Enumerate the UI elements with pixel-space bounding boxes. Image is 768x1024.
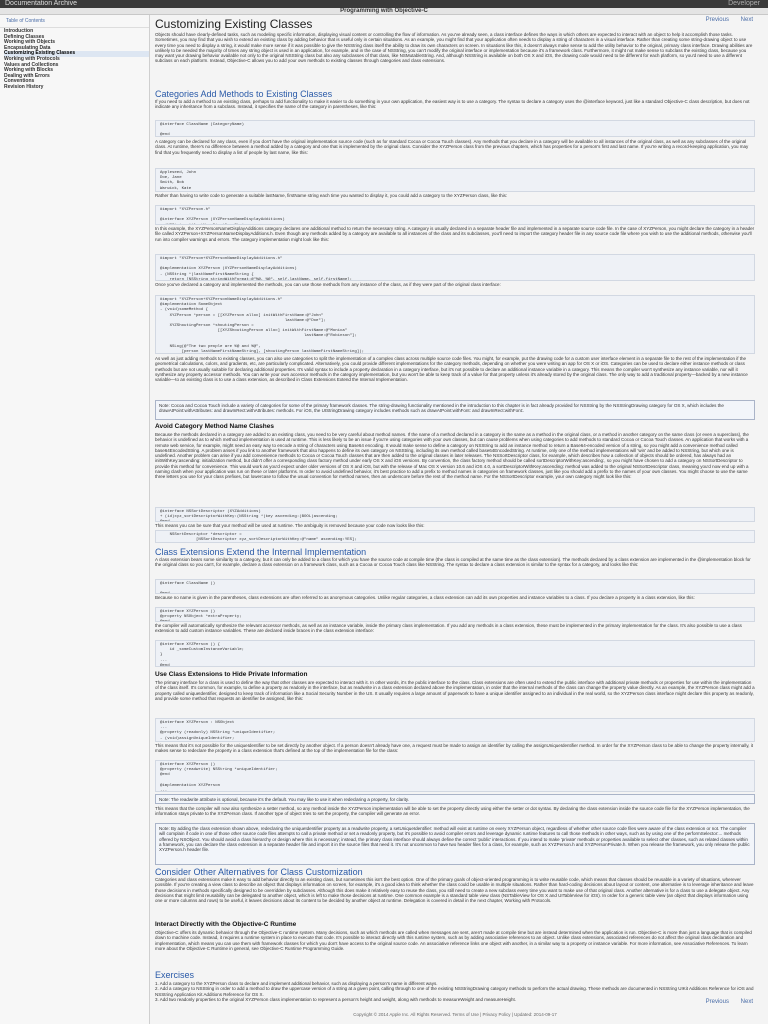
toc-item[interactable]: Encapsulating Data: [4, 44, 51, 51]
toc-item[interactable]: Dealing with Errors: [4, 72, 50, 79]
toc-item[interactable]: Revision History: [4, 83, 44, 90]
paragraph: This means that it's not possible for the uniqueIdentifier to be set directly by another object. If a person doesn't already have one, a request must be made to assign an identifier by calling the assignUniqueIdentifier method. In order for the XYZPerson class to be able to change the property internally, it makes sense to redeclare the property in a class extension that's defined at the top of the implementation file for the class:: [155, 743, 753, 754]
book-title[interactable]: Programming with Objective-C: [340, 8, 428, 14]
exercise-list: [155, 981, 755, 1002]
exercise-item: 2. Add a category to NSString in order to add a method to draw the uppercase version of a string at a given point, calling through to one of the existing NSStringDrawing category methods to perform the actual drawing. These methods are documented in NSString UIKit Additions Reference for iOS and NSString Application Kit Additions Reference for OS X.: [155, 986, 754, 997]
note-box: Note: By adding the class extension shown above, redeclaring the uniqueIdentifier property as a readwrite property, a setUniqueIdentifier: method will exist at runtime on every XYZPerson object, regardless of whether other source code files were aware of the class extension or not. The compiler will complain if code in one of those other source code files attempts to call a private method or set a readonly property, but it's possible to avoid compiler errors and leverage dynamic runtime features to call those methods in other ways, such as by using one of the performSelector:... methods offered by NSObject. You should avoid a class hierarchy or design where this is necessary; instead, the primary class interface should always define the correct 'public' interactions. If you intend to make 'private' methods or properties available to select other classes, such as related classes within a framework, you can declare the class extension in a separate header file and import it in the source files that need it. It's not uncommon to have two header files for a class, for example, such as XYZPerson.h and XYZPersonPrivate.h. When you release the framework, you only release the public XYZPerson.h header file.: [155, 823, 755, 865]
paragraph: A category can be declared for any class, even if you don't have the original implementation source code (such as for standard Cocoa or Cocoa Touch classes). Any methods that you declare in a category will be available to all instances of the original class, as well as any subclasses of the original class. At runtime, there's no difference between a method added by a category and one that is implemented by the original class. Consider the XYZPerson class from the previous chapters, which has properties for a person's first and last name. If you're writing a record-keeping application, you may find that you frequently need to display a list of people by last name, like this:: [155, 139, 749, 155]
developer-link[interactable]: Developer: [728, 0, 760, 7]
paragraph: As well as just adding methods to existing classes, you can also use categories to split the implementation of a complex class across multiple source code files. You might, for example, put the drawing code for a custom user interface element in a separate file to the rest of the implementation if the geometrical calculations, colors, and gradients, etc, are particularly complicated. Alternatively, you could provide different implementations for the category methods, depending on whether you were writing an app for OS X or iOS. Categories can be used to declare either instance methods or class methods but are not usually suitable for declaring additional properties. It's valid syntax to include a property declaration in a category interface, but it's not possible to declare an additional instance variable in a category. This means the compiler won't synthesize any instance variable, nor will it synthesize any property accessor methods. You can write your own accessor methods in the category implementation, but you won't be able to keep track of a value for that property unless it's already stored by the original class. The only way to add a traditional property—backed by a new instance variable—to an existing class is to use a class extension, as described in Class Extensions Extend the Internal Implementation.: [155, 356, 748, 383]
code-block: @interface ClassName (): [155, 579, 755, 594]
paragraph: If you need to add a method to an existing class, perhaps to add functionality to make it easier to do something in your own application, the easiest way is to use a category. The syntax to declare a category uses the @interface keyword, just like a standard Objective-C class description, but does not indicate any inheritance from a subclass. Instead, it specifies the name of the category in parentheses, like this:: [155, 99, 750, 110]
previous-link[interactable]: Previous: [705, 17, 729, 23]
paragraph: This means that the compiler will now also synthesize a setter method, so any method inside the XYZPerson implementation will be able to set the property directly using either the setter or dot syntax. By declaring the class extension inside the source code file for the XYZPerson implementation, the information stays private to the XYZPerson class. If another type of object tries to set the property, the compiler will generate an error.: [155, 806, 750, 817]
paragraph: Once you've declared a category and implemented the methods, you can use those methods from any instance of the class, as if they were part of the original class interface:: [155, 282, 501, 287]
paragraph: Because no name is given in the parentheses, class extensions are often referred to as anonymous categories. Unlike regular categories, a class extension can add its own properties and instance variables to a class. If you declare a property in a class extension, like this:: [155, 595, 695, 600]
code-block: #import "XYZPerson+XYZPersonNameDisplayAdditions.h" @implementation SomeObject - (void)someMethod { XYZPerson *person = [[XYZPerson alloc] initWithFirstName:@"John" lastName:@"Doe"]; XYZShoutingPerson *shoutingPerson = [[XYZShoutingPerson alloc] initWithFirstName:@"Monica" lastName:@"Robinson"]; NSLog(@"The two people are %@ and %@", [person lastNameFirstNameString], [shoutingPerson lastNameFirstNameString]);: [155, 295, 755, 354]
code-block: @interface XYZPerson () { id _someCustomInstanceVariable; } ... @end: [155, 640, 755, 667]
subsection-heading: Use Class Extensions to Hide Private Information: [155, 671, 308, 678]
code-block: #import "XYZPerson.h" @interface XYZPerson (XYZPersonNameDisplayAdditions): [155, 205, 755, 225]
main-content: [155, 15, 755, 1015]
toc-toggle[interactable]: Table of Contents: [0, 15, 149, 28]
paragraph: A class extension bears some similarity to a category, but it can only be added to a class for which you have the source code at compile time (the class is compiled at the same time as the class extension). The methods declared by a class extension are implemented in the @implementation block for the original class so you can't, for example, declare a class extension on a framework class, such as a Cocoa or Cocoa Touch class like NSString. The syntax to declare a class extension is similar to the syntax for a category, and looks like this:: [155, 557, 751, 568]
subsection-heading: Interact Directly with the Objective-C Runtime: [155, 921, 297, 928]
section-heading: Exercises: [155, 970, 195, 980]
previous-link[interactable]: Previous: [705, 999, 729, 1005]
toc-item[interactable]: Values and Collections: [4, 61, 59, 68]
note-box: Note: The readwrite attribute is optional, because it's the default. You may like to use it when redeclaring a property, for clarity.: [155, 794, 755, 804]
book-title-bar: [0, 8, 768, 15]
section-heading: Class Extensions Extend the Internal Implementation: [155, 547, 367, 557]
toc-item[interactable]: Introduction: [4, 28, 34, 34]
page-nav-top: [696, 17, 753, 23]
code-block: @interface NSSortDescriptor (XYZAdditions) + (id)xyz_sortDescriptorWithKey:(NSString *)key ascending:(BOOL)ascending;: [155, 507, 755, 522]
next-link[interactable]: Next: [740, 17, 753, 23]
footer: Copyright © 2014 Apple Inc. All Rights Reserved. Terms of Use | Privacy Policy | Updated: 2014-09-17: [353, 1012, 557, 1017]
next-link[interactable]: Next: [740, 999, 753, 1005]
sidebar: [0, 15, 150, 1024]
paragraph: Rather than having to write code to generate a suitable lastName, firstName string each time you wanted to display it, you could add a category to the XYZPerson class, like this:: [155, 193, 508, 198]
exercise-item: 1. Add a category to the XYZPerson class to declare and implement additional behavior, such as displaying a person's name in different ways.: [155, 981, 438, 986]
toc-item[interactable]: Working with Objects: [4, 39, 56, 46]
code-block: @interface ClassName (CategoryName) @end: [155, 120, 755, 137]
paragraph: Categories and class extensions make it easy to add behavior directly to an existing class, but sometimes this isn't the best option. One of the primary goals of object-oriented programming is to write reusable code, which means that classes should be reusable in a variety of situations, wherever possible. If you're creating a view class to describe an object that displays information on screen, for example, it's a good idea to think whether the class could be usable in multiple situations. Rather than hard-coding decisions about layout or content, one alternative is to leverage inheritance and leave those decisions in methods specifically designed to be overridden by subclasses. Although this does make it relatively easy to reuse the class, you still need to create a new subclass every time you want to make use of that original class. Another alternative is for a class to use a delegate object. Any decisions that might limit reusability can be delegated to another object, which is left to make those decisions at runtime. One common example is a standard table view class (NSTableView for OS X and UITableView for iOS). In order for a generic table view (an object that displays information using one or more columns and rows) to be useful, it leaves decisions about its content to be decided by another object at runtime. Delegation is covered in detail in the next chapter, Working with Protocols.: [155, 877, 754, 904]
toc-item[interactable]: Customizing Existing Classes: [4, 51, 149, 57]
code-block: @interface XYZPerson () @property (readwrite) NSString *uniqueIdentifier; @end @implementation XYZPerson ...: [155, 760, 755, 792]
paragraph: In this example, the XYZPersonNameDisplayAdditions category declares one additional method to return the necessary string. A category is usually declared in a separate header file and implemented in a separate source code file. In the case of XYZPerson, you might declare the category in a header file called XYZPerson+XYZPersonNameDisplayAdditions.h. Even though any methods added by a category are available to all instances of the class and its subclasses, you'll need to import the category header file in any source code file where you wish to use the additional methods, otherwise you'll run into compiler warnings and errors. The category implementation might look like this:: [155, 226, 755, 242]
toc-item[interactable]: Defining Classes: [4, 33, 45, 40]
section-heading: Categories Add Methods to Existing Classes: [155, 89, 333, 99]
code-block: @interface XYZPerson : NSObject ... @property (readonly) NSString *uniqueIdentifier; - (void)assignUniqueIdentifier;: [155, 718, 755, 742]
code-block: #import "XYZPerson+XYZPersonNameDisplayAdditions.h" @implementation XYZPerson (XYZPersonNameDisplayAdditions) - (NSString *)lastNameFirstNameString { return [NSString stringWithFormat:@"%@, %@", self.lastName, self.firstName];: [155, 254, 755, 281]
note-box: Note: Cocoa and Cocoa Touch include a variety of categories for some of the primary framework classes. The string-drawing functionality mentioned in the introduction to this chapter is in fact already provided for NSString by the NSStringDrawing category for OS X, which includes the drawAtPoint:withAttributes: and drawInRect:withAttributes: methods. For iOS, the UIStringDrawing category includes methods such as drawAtPoint:withFont: and drawInRect:withFont:.: [155, 400, 755, 420]
code-block: @interface XYZPerson () @property NSObject *extraProperty;: [155, 607, 755, 622]
paragraph: This means you can be sure that your method will be used at runtime. The ambiguity is removed because your code now looks like this:: [155, 523, 425, 528]
toc-list: [0, 28, 149, 91]
page-nav-bottom: [696, 999, 753, 1005]
paragraph: Objective-C offers its dynamic behavior through the Objective-C runtime system. Many decisions, such as which methods are called when messages are sent, aren't made at compile time but are instead determined when the application is run. Objective-C is more than just a language that is compiled down to machine code. Instead, it requires a runtime system in place to execute that code. It's possible to interact directly with this runtime system, such as by adding associative references to an object. Unlike class extensions, associated references do not affect the original class declaration and implementation, which means you can use them with framework classes for which you don't have access to the original source code. An associative reference links one object with another, in a similar way to a property or instance variable. For more information, see Associative References. To learn more about the Objective-C Runtime in general, see Objective-C Runtime Programming Guide.: [155, 930, 752, 951]
code-block: Appleseed, John Doe, Jane Smith, Bob Warwick, Kate: [155, 168, 755, 192]
intro-paragraph: Objects should have clearly-defined tasks, such as modeling specific information, displaying visual content or controlling the flow of information. As you've already seen, a class interface defines the ways in which others are expected to interact with an object to help it accomplish those tasks. Sometimes, you may find that you wish to extend an existing class by adding behavior that is useful only in certain situations. As an example, you might find that your application often needs to display a string of characters in a visual interface. Rather than creating some string-drawing object to use every time you need to display a string, it would make more sense if it was possible to give the NSString class itself the ability to draw its own characters on screen. In situations like this, it doesn't always make sense to add the utility behavior to the original, primary class interface. Drawing abilities are unlikely to be needed the majority of times any string object is used in an application, for example, and in the case of NSString, you can't modify the original interface or implementation because it's a framework class. Furthermore, it might not make sense to subclass the existing class, because you may want your drawing behavior available not only to the original NSString class but also any subclasses of that class, like NSMutableString. And, although NSString is available on both OS X and iOS, the drawing code would need to be different for each platform, so you'd need to use a different subclass on each platform. Instead, Objective-C allows you to add your own methods to existing classes through categories and class extensions.: [155, 32, 753, 64]
paragraph: the compiler will automatically synthesize the relevant accessor methods, as well as an instance variable, inside the primary class implementation. If you add any methods in a class extension, these must be implemented in the primary implementation for the class. It's also possible to use a class extension to add custom instance variables. These are declared inside braces in the class extension interface:: [155, 623, 742, 634]
toc-item[interactable]: Working with Protocols: [4, 55, 60, 62]
subsection-heading: Avoid Category Method Name Clashes: [155, 423, 274, 430]
section-heading: Consider Other Alternatives for Class Customization: [155, 867, 363, 877]
toc-item[interactable]: Working with Blocks: [4, 67, 54, 74]
exercise-item: 3. Add two readonly properties to the original XYZPerson class implementation to represent a person's height and weight, along with methods to measureWeight and measureHeight.: [155, 996, 516, 1002]
page-title: Customizing Existing Classes: [155, 17, 313, 31]
paragraph: Because the methods declared in a category are added to an existing class, you need to be very careful about method names. If the name of a method declared in a category is the same as a method in the original class, or a method in another category on the same class (or even a superclass), the behavior is undefined as to which method implementation is used at runtime. This is less likely to be an issue if you're using categories with your own classes, but can cause problems when using categories to add methods to standard Cocoa or Cocoa Touch classes. An application that works with a remote web service, for example, might need an easy way to encode a string of characters using Base64 encoding. It would make sense to define a category on NSString to add an instance method to return a Base64-encoded version of a string, so you might add a convenience method called base64EncodedString. A problem arises if you link to another framework that also happens to define its own category on NSString, including its own method called base64EncodedString. At runtime, only one of the method implementations will 'win' and be added to NSString, but which one is undefined. Another problem can arise if you add convenience methods to Cocoa or Cocoa Touch classes that are then added to the original classes in later releases. The NSSortDescriptor class, for example, which describes how a collection of objects should be ordered, has always had an initWithKey:ascending: initialization method, but didn't offer a corresponding class factory method under early OS X and iOS versions. By convention, the class factory method should be called sortDescriptorWithKey:ascending:, so you might have chosen to add a category on NSSortDescriptor to provide this method for convenience. This would work as you'd expect under older versions of OS X and iOS, but with the release of Mac OS X version 10.6 and iOS 4.0, a sortDescriptorWithKey:ascending: method was added to the original NSSortDescriptor class, meaning you'd now end up with a naming clash when your application was run on these or later platforms. In order to avoid undefined behavior, it's best practice to add a prefix to method names in categories on framework classes, just like you should add a prefix to the names of your own classes. You might choose to use the same three letters you use for your class prefixes, but lowercase to follow the usual convention for method names, then an underscore before the rest of the method name. For the NSSortDescriptor example, your own category might look like this:: [155, 432, 749, 480]
code-block: NSSortDescriptor *descriptor = [NSSortDescriptor xyz_sortDescriptorWithKey:@"name" ascending:YES];: [155, 530, 755, 543]
top-bar: [0, 0, 768, 8]
toc-item[interactable]: Conventions: [4, 78, 35, 85]
paragraph: The primary interface for a class is used to define the way that other classes are expected to interact with it. In other words, it's the public interface to the class. Class extensions are often used to extend the public interface with additional private methods or properties for use within the implementation of the class itself. It's common, for example, to define a property as readonly in the interface, but as readwrite in a class extension declared above the implementation, in order that the internal methods of the class can change the property value directly. As an example, the XYZPerson class might add a property called uniqueIdentifier, designed to keep track of information like a Social Security Number in the US. It usually requires a large amount of paperwork to have a unique identifier assigned to an individual in the real world, so the XYZPerson class interface might declare this property as readonly, and provide some method that requests an identifier be assigned, like this:: [155, 680, 755, 701]
archive-title[interactable]: Documentation Archive: [5, 0, 77, 7]
